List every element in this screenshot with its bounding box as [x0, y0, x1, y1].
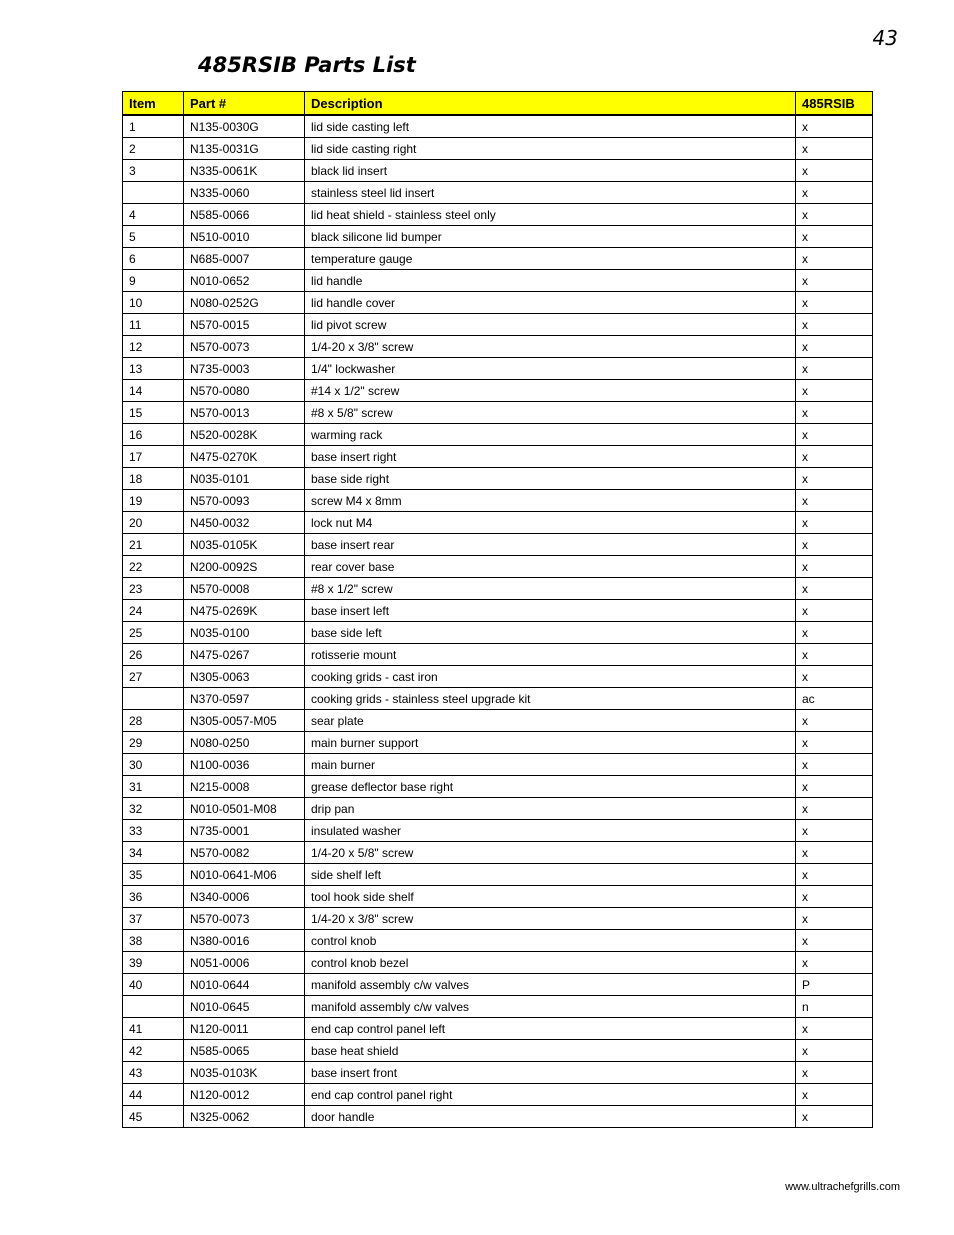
- table-row: [123, 138, 873, 160]
- cell-model: x: [796, 754, 873, 776]
- cell-item: 15: [123, 402, 184, 424]
- header-item: Item: [123, 92, 184, 116]
- header-part-number: Part #: [184, 92, 305, 116]
- cell-description: door handle: [305, 1106, 796, 1128]
- cell-model: x: [796, 622, 873, 644]
- cell-part-number: N051-0006: [184, 952, 305, 974]
- cell-part-number: N305-0063: [184, 666, 305, 688]
- cell-part-number: N735-0003: [184, 358, 305, 380]
- table-row: [123, 1106, 873, 1128]
- cell-description: lid side casting right: [305, 138, 796, 160]
- cell-model: x: [796, 710, 873, 732]
- cell-item: 13: [123, 358, 184, 380]
- cell-model: x: [796, 336, 873, 358]
- cell-item: 18: [123, 468, 184, 490]
- header-description: Description: [305, 92, 796, 116]
- cell-description: control knob bezel: [305, 952, 796, 974]
- cell-description: lid handle cover: [305, 292, 796, 314]
- cell-item: 1: [123, 115, 184, 138]
- cell-model: x: [796, 248, 873, 270]
- cell-description: lid heat shield - stainless steel only: [305, 204, 796, 226]
- cell-item: 24: [123, 600, 184, 622]
- cell-part-number: N080-0250: [184, 732, 305, 754]
- cell-part-number: N305-0057-M05: [184, 710, 305, 732]
- cell-description: base heat shield: [305, 1040, 796, 1062]
- cell-description: drip pan: [305, 798, 796, 820]
- cell-description: manifold assembly c/w valves: [305, 974, 796, 996]
- cell-description: end cap control panel right: [305, 1084, 796, 1106]
- cell-description: 1/4" lockwasher: [305, 358, 796, 380]
- cell-item: 11: [123, 314, 184, 336]
- cell-description: temperature gauge: [305, 248, 796, 270]
- cell-model: n: [796, 996, 873, 1018]
- cell-item: 30: [123, 754, 184, 776]
- cell-model: x: [796, 732, 873, 754]
- cell-description: base insert rear: [305, 534, 796, 556]
- cell-item: 27: [123, 666, 184, 688]
- cell-description: insulated washer: [305, 820, 796, 842]
- cell-item: 32: [123, 798, 184, 820]
- table-row: [123, 115, 873, 138]
- cell-item: 17: [123, 446, 184, 468]
- page-title: 485RSIB Parts List: [198, 53, 416, 77]
- table-row: [123, 886, 873, 908]
- cell-part-number: N010-0641-M06: [184, 864, 305, 886]
- table-row: [123, 710, 873, 732]
- cell-model: ac: [796, 688, 873, 710]
- footer-url: www.ultrachefgrills.com: [785, 1181, 900, 1193]
- cell-description: rear cover base: [305, 556, 796, 578]
- cell-description: base side left: [305, 622, 796, 644]
- table-row: [123, 820, 873, 842]
- cell-part-number: N475-0270K: [184, 446, 305, 468]
- cell-description: base insert right: [305, 446, 796, 468]
- cell-part-number: N735-0001: [184, 820, 305, 842]
- table-row: [123, 930, 873, 952]
- cell-model: x: [796, 534, 873, 556]
- cell-description: base side right: [305, 468, 796, 490]
- table-row: [123, 248, 873, 270]
- table-row: [123, 204, 873, 226]
- cell-part-number: N120-0011: [184, 1018, 305, 1040]
- cell-part-number: N570-0073: [184, 908, 305, 930]
- cell-description: #14 x 1/2" screw: [305, 380, 796, 402]
- cell-description: cooking grids - cast iron: [305, 666, 796, 688]
- table-row: [123, 336, 873, 358]
- cell-item: 44: [123, 1084, 184, 1106]
- table-header-row: [123, 92, 873, 116]
- cell-description: 1/4-20 x 3/8" screw: [305, 908, 796, 930]
- cell-part-number: N370-0597: [184, 688, 305, 710]
- cell-model: x: [796, 1040, 873, 1062]
- table-row: [123, 688, 873, 710]
- cell-part-number: N335-0061K: [184, 160, 305, 182]
- cell-item: 36: [123, 886, 184, 908]
- cell-item: 9: [123, 270, 184, 292]
- cell-model: x: [796, 512, 873, 534]
- table-row: [123, 490, 873, 512]
- table-row: [123, 380, 873, 402]
- cell-model: x: [796, 358, 873, 380]
- cell-item: 29: [123, 732, 184, 754]
- cell-description: lid handle: [305, 270, 796, 292]
- cell-model: x: [796, 1062, 873, 1084]
- table-row: [123, 556, 873, 578]
- cell-description: manifold assembly c/w valves: [305, 996, 796, 1018]
- cell-item: 2: [123, 138, 184, 160]
- cell-model: x: [796, 1106, 873, 1128]
- table-row: [123, 644, 873, 666]
- cell-item: 33: [123, 820, 184, 842]
- cell-item: 45: [123, 1106, 184, 1128]
- table-row: [123, 754, 873, 776]
- cell-description: main burner: [305, 754, 796, 776]
- cell-item: 23: [123, 578, 184, 600]
- parts-table: [122, 91, 873, 1128]
- cell-part-number: N010-0645: [184, 996, 305, 1018]
- cell-item: 40: [123, 974, 184, 996]
- cell-part-number: N570-0093: [184, 490, 305, 512]
- cell-part-number: N570-0080: [184, 380, 305, 402]
- cell-part-number: N080-0252G: [184, 292, 305, 314]
- cell-part-number: N570-0015: [184, 314, 305, 336]
- cell-item: 43: [123, 1062, 184, 1084]
- cell-model: x: [796, 160, 873, 182]
- table-row: [123, 1040, 873, 1062]
- cell-item: 6: [123, 248, 184, 270]
- cell-description: 1/4-20 x 5/8" screw: [305, 842, 796, 864]
- cell-model: x: [796, 864, 873, 886]
- table-row: [123, 732, 873, 754]
- cell-part-number: N570-0008: [184, 578, 305, 600]
- page-number: 43: [872, 26, 898, 50]
- cell-description: lid side casting left: [305, 115, 796, 138]
- table-row: [123, 1084, 873, 1106]
- table-row: [123, 952, 873, 974]
- cell-model: x: [796, 952, 873, 974]
- cell-item: 39: [123, 952, 184, 974]
- cell-part-number: N570-0082: [184, 842, 305, 864]
- cell-model: x: [796, 204, 873, 226]
- table-row: [123, 1062, 873, 1084]
- cell-item: 41: [123, 1018, 184, 1040]
- cell-model: x: [796, 446, 873, 468]
- table-row: [123, 314, 873, 336]
- cell-item: 22: [123, 556, 184, 578]
- cell-part-number: N010-0501-M08: [184, 798, 305, 820]
- table-row: [123, 908, 873, 930]
- cell-part-number: N035-0103K: [184, 1062, 305, 1084]
- table-row: [123, 842, 873, 864]
- cell-description: warming rack: [305, 424, 796, 446]
- cell-model: x: [796, 424, 873, 446]
- table-row: [123, 864, 873, 886]
- cell-item: [123, 182, 184, 204]
- cell-item: 28: [123, 710, 184, 732]
- cell-model: x: [796, 556, 873, 578]
- cell-description: grease deflector base right: [305, 776, 796, 798]
- cell-model: x: [796, 908, 873, 930]
- cell-part-number: N340-0006: [184, 886, 305, 908]
- cell-part-number: N585-0066: [184, 204, 305, 226]
- cell-model: x: [796, 468, 873, 490]
- table-row: [123, 776, 873, 798]
- cell-description: black silicone lid bumper: [305, 226, 796, 248]
- table-row: [123, 358, 873, 380]
- table-row: [123, 1018, 873, 1040]
- cell-description: #8 x 5/8" screw: [305, 402, 796, 424]
- table-row: [123, 424, 873, 446]
- cell-part-number: N685-0007: [184, 248, 305, 270]
- cell-item: 35: [123, 864, 184, 886]
- cell-item: [123, 688, 184, 710]
- parts-table-body: [123, 115, 873, 1128]
- cell-part-number: N570-0013: [184, 402, 305, 424]
- cell-part-number: N570-0073: [184, 336, 305, 358]
- cell-item: 42: [123, 1040, 184, 1062]
- cell-item: 10: [123, 292, 184, 314]
- cell-item: 4: [123, 204, 184, 226]
- cell-part-number: N010-0644: [184, 974, 305, 996]
- cell-model: x: [796, 644, 873, 666]
- cell-item: 16: [123, 424, 184, 446]
- table-row: [123, 512, 873, 534]
- cell-part-number: N215-0008: [184, 776, 305, 798]
- cell-part-number: N135-0031G: [184, 138, 305, 160]
- cell-model: x: [796, 292, 873, 314]
- cell-model: x: [796, 226, 873, 248]
- cell-part-number: N585-0065: [184, 1040, 305, 1062]
- table-row: [123, 622, 873, 644]
- cell-item: [123, 996, 184, 1018]
- cell-description: black lid insert: [305, 160, 796, 182]
- table-row: [123, 600, 873, 622]
- cell-item: 19: [123, 490, 184, 512]
- cell-model: x: [796, 380, 873, 402]
- table-row: [123, 974, 873, 996]
- table-row: [123, 534, 873, 556]
- cell-part-number: N035-0101: [184, 468, 305, 490]
- cell-part-number: N510-0010: [184, 226, 305, 248]
- cell-part-number: N475-0267: [184, 644, 305, 666]
- cell-model: x: [796, 930, 873, 952]
- cell-part-number: N120-0012: [184, 1084, 305, 1106]
- cell-description: side shelf left: [305, 864, 796, 886]
- cell-part-number: N100-0036: [184, 754, 305, 776]
- table-row: [123, 160, 873, 182]
- cell-item: 3: [123, 160, 184, 182]
- table-row: [123, 446, 873, 468]
- cell-item: 26: [123, 644, 184, 666]
- cell-part-number: N325-0062: [184, 1106, 305, 1128]
- cell-model: x: [796, 402, 873, 424]
- cell-part-number: N520-0028K: [184, 424, 305, 446]
- cell-item: 34: [123, 842, 184, 864]
- cell-part-number: N335-0060: [184, 182, 305, 204]
- cell-part-number: N200-0092S: [184, 556, 305, 578]
- table-row: [123, 226, 873, 248]
- cell-model: x: [796, 820, 873, 842]
- cell-item: 37: [123, 908, 184, 930]
- table-row: [123, 402, 873, 424]
- table-row: [123, 996, 873, 1018]
- cell-description: control knob: [305, 930, 796, 952]
- cell-part-number: N035-0105K: [184, 534, 305, 556]
- cell-part-number: N010-0652: [184, 270, 305, 292]
- cell-model: x: [796, 182, 873, 204]
- cell-model: x: [796, 886, 873, 908]
- cell-part-number: N475-0269K: [184, 600, 305, 622]
- cell-item: 12: [123, 336, 184, 358]
- cell-model: x: [796, 776, 873, 798]
- cell-item: 21: [123, 534, 184, 556]
- cell-model: P: [796, 974, 873, 996]
- table-row: [123, 292, 873, 314]
- cell-description: lid pivot screw: [305, 314, 796, 336]
- cell-part-number: N135-0030G: [184, 115, 305, 138]
- cell-description: main burner support: [305, 732, 796, 754]
- table-row: [123, 578, 873, 600]
- cell-model: x: [796, 1084, 873, 1106]
- cell-model: x: [796, 578, 873, 600]
- cell-item: 31: [123, 776, 184, 798]
- cell-model: x: [796, 490, 873, 512]
- cell-item: 5: [123, 226, 184, 248]
- cell-description: screw M4 x 8mm: [305, 490, 796, 512]
- table-row: [123, 468, 873, 490]
- cell-item: 20: [123, 512, 184, 534]
- cell-description: lock nut M4: [305, 512, 796, 534]
- cell-model: x: [796, 666, 873, 688]
- cell-model: x: [796, 270, 873, 292]
- cell-description: cooking grids - stainless steel upgrade kit: [305, 688, 796, 710]
- cell-description: sear plate: [305, 710, 796, 732]
- cell-description: base insert front: [305, 1062, 796, 1084]
- cell-model: x: [796, 115, 873, 138]
- cell-item: 14: [123, 380, 184, 402]
- cell-description: tool hook side shelf: [305, 886, 796, 908]
- table-row: [123, 798, 873, 820]
- cell-model: x: [796, 314, 873, 336]
- cell-part-number: N450-0032: [184, 512, 305, 534]
- cell-description: stainless steel lid insert: [305, 182, 796, 204]
- cell-model: x: [796, 842, 873, 864]
- table-row: [123, 182, 873, 204]
- cell-description: end cap control panel left: [305, 1018, 796, 1040]
- cell-description: 1/4-20 x 3/8" screw: [305, 336, 796, 358]
- table-row: [123, 666, 873, 688]
- cell-part-number: N035-0100: [184, 622, 305, 644]
- cell-model: x: [796, 1018, 873, 1040]
- cell-description: base insert left: [305, 600, 796, 622]
- header-model: 485RSIB: [796, 92, 873, 116]
- cell-model: x: [796, 798, 873, 820]
- table-row: [123, 270, 873, 292]
- cell-model: x: [796, 138, 873, 160]
- cell-description: #8 x 1/2" screw: [305, 578, 796, 600]
- cell-item: 38: [123, 930, 184, 952]
- cell-part-number: N380-0016: [184, 930, 305, 952]
- cell-item: 25: [123, 622, 184, 644]
- cell-model: x: [796, 600, 873, 622]
- cell-description: rotisserie mount: [305, 644, 796, 666]
